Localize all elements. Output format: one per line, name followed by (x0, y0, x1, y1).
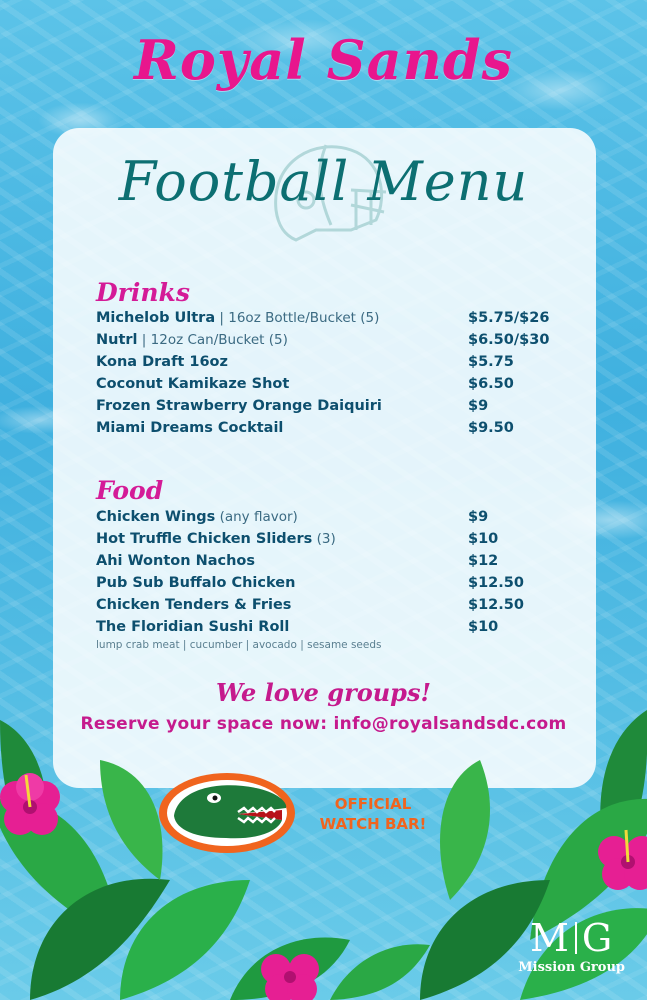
item-price: $6.50/$30 (468, 332, 550, 348)
list-item (96, 310, 596, 332)
item-price: $5.75 (468, 354, 514, 370)
item-name: Miami Dreams Cocktail (96, 420, 284, 436)
drinks-heading: Drinks (96, 278, 190, 307)
hibiscus-flower-icon (598, 830, 647, 890)
item-price: $10 (468, 619, 499, 635)
mg-left-letter: M (530, 916, 570, 960)
mission-group-logo (518, 918, 625, 975)
official-watch-bar (318, 794, 428, 834)
item-name: The Floridian Sushi Roll (96, 619, 290, 635)
mg-right-letter: G (581, 916, 614, 960)
item-name: Michelob Ultra (96, 310, 216, 326)
watch-bar-line2: WATCH BAR! (319, 815, 427, 833)
item-price: $9 (468, 398, 489, 414)
brand-title: Royal Sands (134, 28, 513, 92)
item-price: $12 (468, 553, 499, 569)
list-item (96, 398, 596, 420)
item-name: Ahi Wonton Nachos (96, 553, 256, 569)
drinks-list (96, 310, 596, 442)
palm-leaf-icon (0, 720, 250, 1000)
gator-logo-icon (156, 768, 298, 858)
mg-subtitle: Mission Group (518, 960, 625, 975)
list-item (96, 619, 596, 641)
mg-mark (518, 918, 625, 958)
item-name: Pub Sub Buffalo Chicken (96, 575, 296, 591)
list-item (96, 376, 596, 398)
item-detail: (3) (312, 531, 336, 547)
item-name: Coconut Kamikaze Shot (96, 376, 290, 392)
food-list (96, 509, 596, 651)
item-price: $12.50 (468, 575, 524, 591)
list-item (96, 332, 596, 354)
item-price: $9.50 (468, 420, 514, 436)
list-item (96, 420, 596, 442)
list-item (96, 575, 596, 597)
item-price: $5.75/$26 (468, 310, 550, 326)
item-name: Frozen Strawberry Orange Daiquiri (96, 398, 382, 414)
list-item (96, 354, 596, 376)
list-item (96, 553, 596, 575)
item-name: Chicken Tenders & Fries (96, 597, 292, 613)
watch-bar-line1: OFFICIAL (334, 795, 412, 813)
item-name: Nutrl (96, 332, 138, 348)
item-price: $12.50 (468, 597, 524, 613)
item-detail: (any flavor) (215, 509, 298, 525)
item-price: $10 (468, 531, 499, 547)
reserve-text: Reserve your space now: info@royalsandsdc.com (80, 714, 567, 734)
menu-title: Football Menu (118, 150, 529, 213)
item-detail: | 12oz Can/Bucket (5) (137, 332, 288, 348)
groups-heading: We love groups! (215, 678, 432, 707)
item-price: $9 (468, 509, 489, 525)
item-name: Hot Truffle Chicken Sliders (96, 531, 313, 547)
food-heading: Food (96, 476, 164, 505)
list-item (96, 531, 596, 553)
item-detail: | 16oz Bottle/Bucket (5) (215, 310, 380, 326)
mg-divider (575, 922, 577, 954)
item-price: $6.50 (468, 376, 514, 392)
item-name: Kona Draft 16oz (96, 354, 228, 370)
list-item (96, 597, 596, 619)
item-name: Chicken Wings (96, 509, 216, 525)
sushi-roll-note: lump crab meat | cucumber | avocado | sesame seeds (96, 639, 382, 651)
list-item (96, 509, 596, 531)
